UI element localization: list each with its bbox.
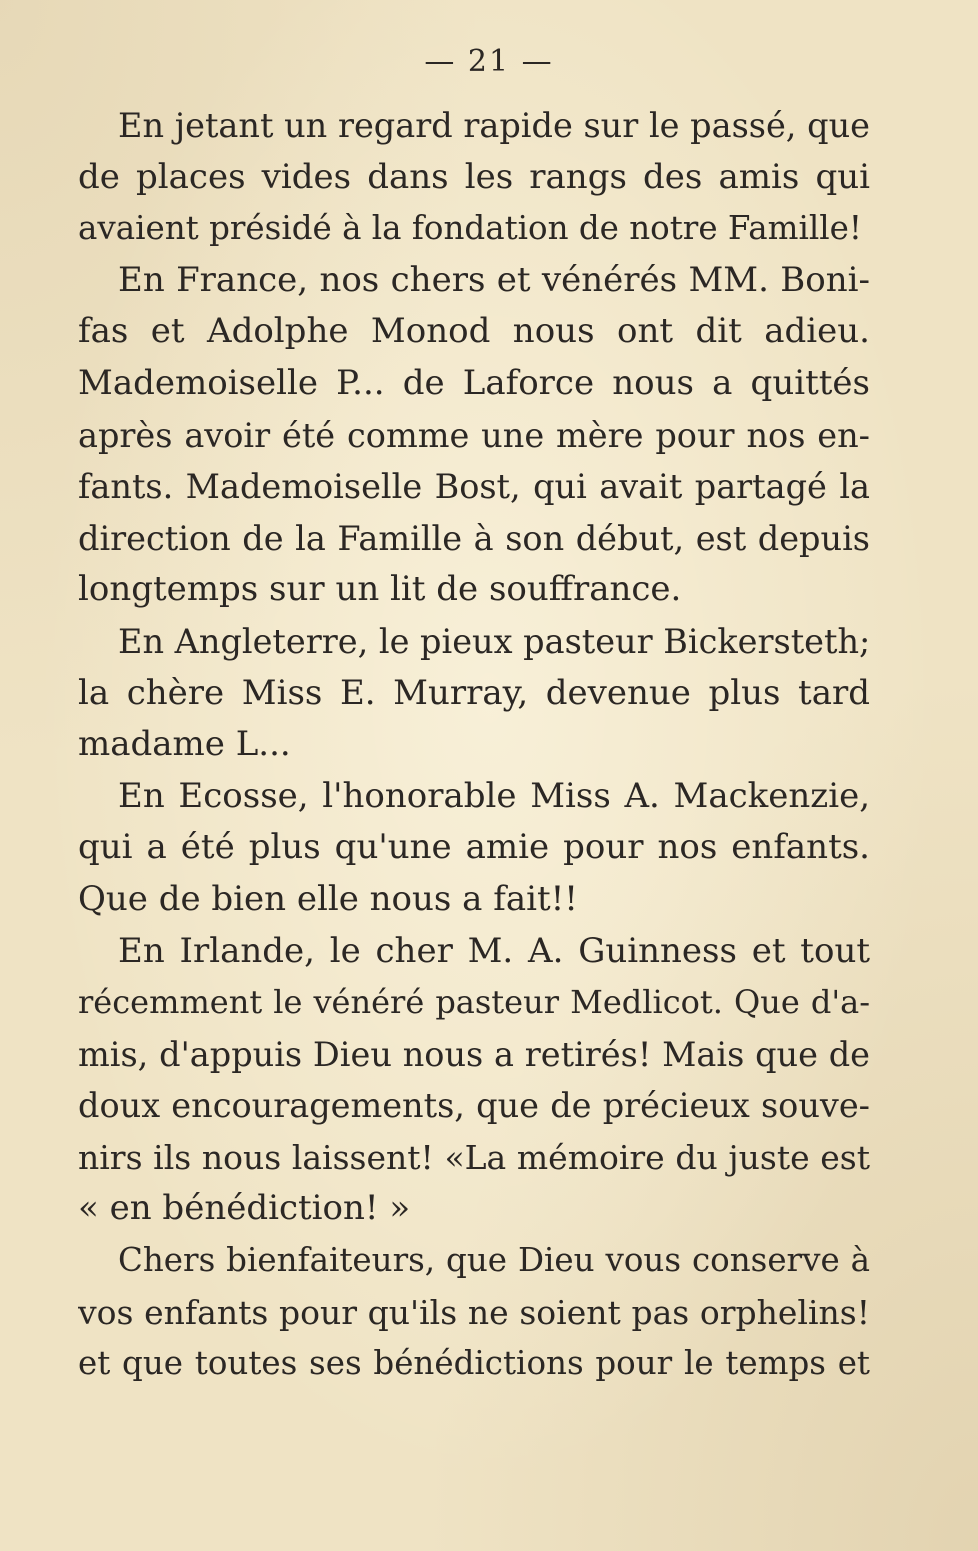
- text-line: madame L...: [78, 724, 291, 765]
- text-line: longtemps sur un lit de souffrance.: [78, 569, 682, 610]
- text-line: direction de la Famille à son début, est depuis: [78, 518, 870, 558]
- text-line: de places vides dans les rangs des amis qui: [78, 156, 870, 197]
- text-line: doux encouragements, que de précieux souve-: [78, 1086, 870, 1126]
- text-line: En jetant un regard rapide sur le passé, que: [118, 106, 870, 145]
- text-line: Chers bienfaiteurs, que Dieu vous conserve à: [118, 1241, 870, 1280]
- text-line: après avoir été comme une mère pour nos en-: [78, 415, 870, 455]
- text-line: fants. Mademoiselle Bost, qui avait partagé la: [78, 467, 870, 507]
- text-line: qui a été plus qu'une amie pour nos enfants.: [78, 827, 870, 868]
- text-line: « en bénédiction! »: [78, 1188, 411, 1229]
- page-number: — 21 —: [424, 44, 554, 79]
- body-text: [78, 100, 870, 1390]
- text-line: En Irlande, le cher M. A. Guinness et tout: [118, 930, 870, 971]
- text-line: mis, d'appuis Dieu nous a retirés! Mais que de: [78, 1034, 870, 1074]
- text-line: Que de bien elle nous a fait!!: [78, 878, 578, 919]
- text-line: fas et Adolphe Monod nous ont dit adieu.: [78, 311, 870, 352]
- text-line: avaient présidé à la fondation de notre Famille!: [78, 209, 862, 248]
- text-line: En France, nos chers et vénérés MM. Boni-: [118, 259, 870, 300]
- text-line: En Ecosse, l'honorable Miss A. Mackenzie,: [118, 775, 870, 816]
- text-line: vos enfants pour qu'ils ne soient pas orphelins!: [78, 1292, 870, 1332]
- text-line: récemment le vénéré pasteur Medlicot. Que d'a-: [78, 983, 870, 1022]
- text-line: et que toutes ses bénédictions pour le temps et: [78, 1344, 870, 1383]
- text-line: nirs ils nous laissent! «La mémoire du juste est: [78, 1137, 870, 1177]
- text-line: En Angleterre, le pieux pasteur Bickersteth;: [118, 621, 870, 661]
- text-line: la chère Miss E. Murray, devenue plus tard: [78, 672, 870, 713]
- text-line: Mademoiselle P... de Laforce nous a quittés: [78, 362, 870, 403]
